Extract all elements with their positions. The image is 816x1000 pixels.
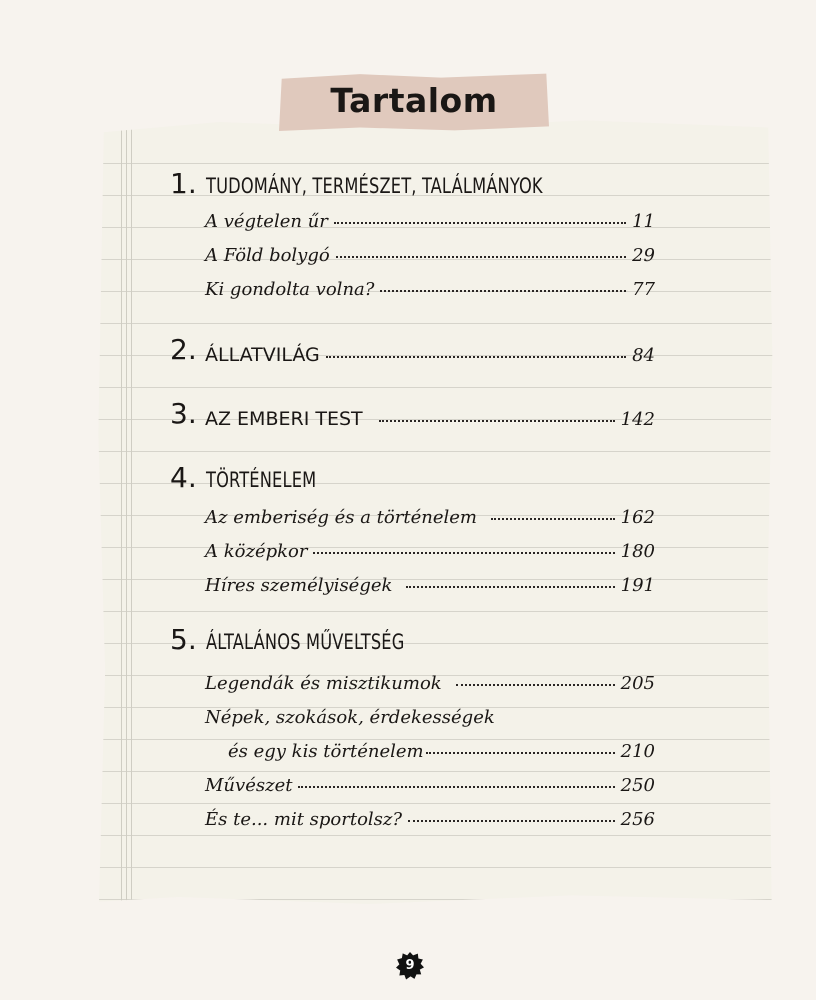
entry-title: Híres személyiségek <box>205 575 393 596</box>
dot-leader <box>491 517 615 520</box>
toc-entry-line1[interactable] <box>205 696 655 728</box>
entry-title-continued: és egy kis történelem <box>228 741 424 762</box>
entry-page: 84 <box>632 345 655 366</box>
entry-title: Népek, szokások, érdekességek <box>205 707 495 728</box>
chapter-number: 2. <box>170 333 197 366</box>
chapter-title: ÁLTALÁNOS MŰVELTSÉG <box>206 630 405 654</box>
entry-title: Az emberiség és a történelem <box>205 507 477 528</box>
entry-page: 77 <box>632 279 655 300</box>
toc-entry[interactable] <box>205 764 655 796</box>
chapter-number: 3. <box>170 397 197 430</box>
dot-leader <box>313 551 614 554</box>
page-number: 9 <box>405 958 415 973</box>
toc-entry[interactable] <box>205 234 655 266</box>
chapter-number: 4. <box>170 461 197 494</box>
dot-leader <box>408 819 615 822</box>
chapter-title: ÁLLATVILÁG <box>205 344 320 366</box>
entry-page: 205 <box>620 673 655 694</box>
entry-page: 29 <box>632 245 655 266</box>
margin-line <box>131 118 132 908</box>
entry-page: 250 <box>620 775 655 796</box>
entry-title: Legendák és misztikumok <box>205 673 442 694</box>
entry-title: A végtelen űr <box>205 211 328 232</box>
dot-leader <box>406 585 614 588</box>
entry-page: 11 <box>632 211 655 232</box>
margin-line <box>126 118 127 908</box>
page-title: Tartalom <box>330 81 498 120</box>
entry-page: 162 <box>620 507 655 528</box>
toc-entry[interactable] <box>205 268 655 300</box>
entry-page: 210 <box>620 741 655 762</box>
toc-entry[interactable] <box>205 662 655 694</box>
toc-entry[interactable] <box>205 334 655 366</box>
dot-leader <box>379 419 615 422</box>
toc-entry[interactable] <box>205 798 655 830</box>
chapter-number: 5. <box>170 623 197 656</box>
dot-leader <box>426 751 615 754</box>
chapter-title: AZ EMBERI TEST <box>205 408 363 430</box>
chapter-number: 1. <box>170 167 197 200</box>
entry-title: A Föld bolygó <box>205 245 330 266</box>
toc-entry[interactable] <box>205 530 655 562</box>
chapter-title: TUDOMÁNY, TERMÉSZET, TALÁLMÁNYOK <box>206 174 543 198</box>
dot-leader <box>336 255 626 258</box>
toc-entry[interactable] <box>205 564 655 596</box>
entry-page: 180 <box>620 541 655 562</box>
entry-title: Ki gondolta volna? <box>205 279 375 300</box>
entry-page: 142 <box>620 409 655 430</box>
dot-leader <box>326 355 626 358</box>
dot-leader <box>380 289 626 292</box>
dot-leader <box>456 683 615 686</box>
toc-entry[interactable] <box>205 398 655 430</box>
chapter-title: TÖRTÉNELEM <box>206 468 317 492</box>
dot-leader <box>334 221 626 224</box>
entry-title: A középkor <box>205 541 308 562</box>
dot-leader <box>298 785 614 788</box>
toc-entry[interactable] <box>205 496 655 528</box>
entry-title: Művészet <box>205 775 293 796</box>
toc-entry-line2[interactable] <box>228 730 655 762</box>
entry-title: És te... mit sportolsz? <box>205 809 403 830</box>
entry-page: 191 <box>620 575 655 596</box>
toc-entry[interactable] <box>205 200 655 232</box>
margin-line <box>121 118 122 908</box>
entry-page: 256 <box>620 809 655 830</box>
